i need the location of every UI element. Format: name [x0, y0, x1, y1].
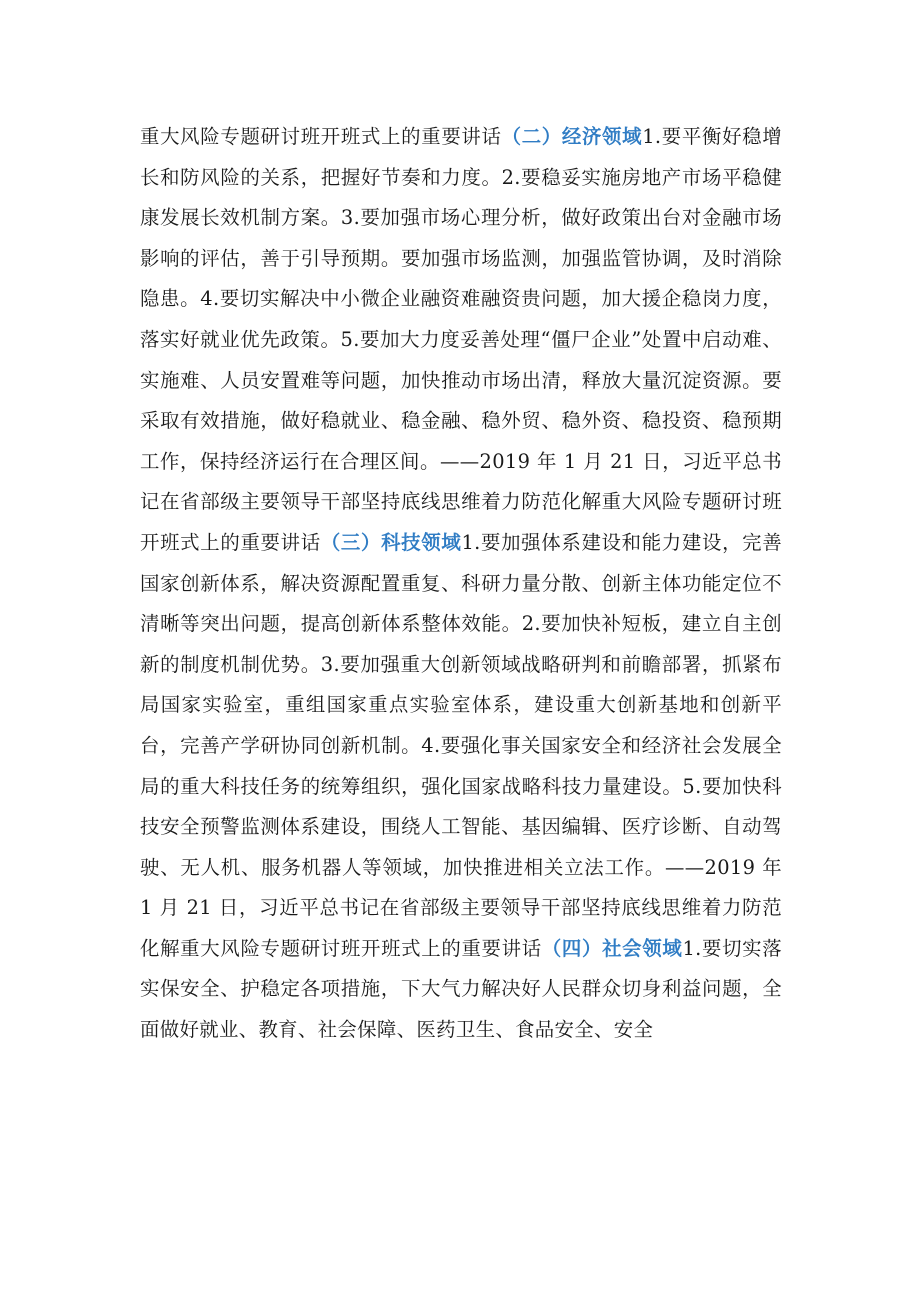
- text-segment-1: 重大风险专题研讨班开班式上的重要讲话: [140, 125, 502, 148]
- section-heading-society: （四）社会领域: [541, 936, 683, 960]
- section-heading-technology: （三）科技领域: [320, 530, 462, 554]
- section-heading-economy: （二）经济领域: [501, 125, 643, 148]
- text-segment-society: 1.要切实落实保安全、护稳定各项措施，下大气力解决好人民群众切身利益问题，全面做好就业、教育、社会保障、医药卫生、食品安全、安全: [140, 936, 783, 1042]
- text-segment-technology: 1.要加强体系建设和能力建设，完善国家创新体系，解决资源配置重复、科研力量分散、创新主体功能定位不清晰等突出问题，提高创新体系整体效能。2.要加快补短板，建立自主创新的制度机制优势。3.要加强重大创新领域战略研判和前瞻部署，抓紧布局国家实验室，重组国家重点实验室体系，建设重大创新基地和创新平台，完善产学研协同创新机制。4.要强化事关国家安全和经济社会发展全局的重大科技任务的统筹组织，强化国家战略科技力量建设。5.要加快科技安全预警监测体系建设，围绕人工智能、基因编辑、医疗诊断、自动驾驶、无人机、服务机器人等领域，加快推进相关立法工作。——2019 年 1 月 21 日，习近平总书记在省部级主要领导干部坚持底线思维着力防范化解重大风险专题研讨班开班式上的重要讲话: [140, 530, 783, 960]
- body-paragraph: [140, 117, 782, 1051]
- text-segment-economy: 1.要平衡好稳增长和防风险的关系，把握好节奏和力度。2.要稳妥实施房地产市场平稳健康发展长效机制方案。3.要加强市场心理分析，做好政策出台对金融市场影响的评估，善于引导预期。要加强市场监测，加强监管协调，及时消除隐患。4.要切实解决中小微企业融资难融资贵问题，加大援企稳岗力度，落实好就业优先政策。5.要加大力度妥善处理“僵尸企业”处置中启动难、实施难、人员安置难等问题，加快推动市场出清，释放大量沉淀资源。要采取有效措施，做好稳就业、稳金融、稳外贸、稳外资、稳投资、稳预期工作，保持经济运行在合理区间。——2019 年 1 月 21 日，习近平总书记在省部级主要领导干部坚持底线思维着力防范化解重大风险专题研讨班开班式上的重要讲话: [140, 125, 782, 554]
